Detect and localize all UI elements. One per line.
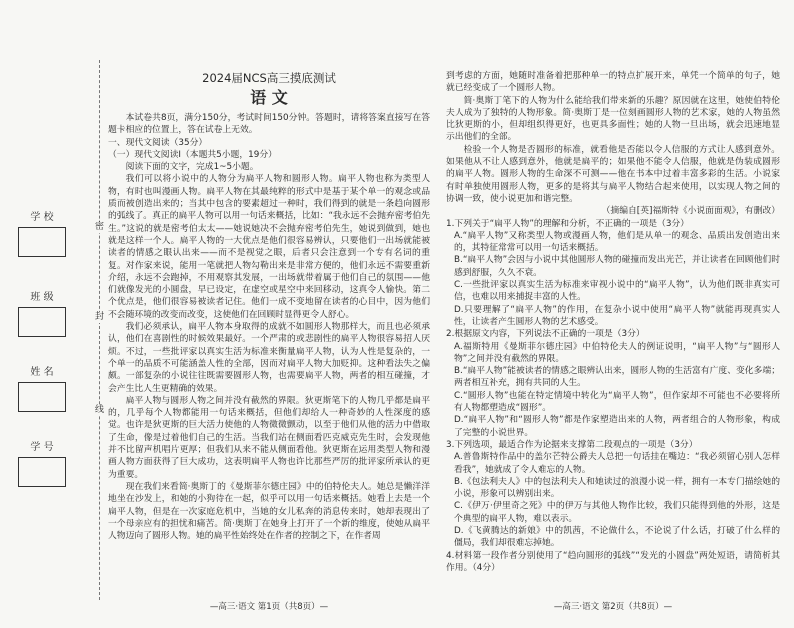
- student-id-label: 学 号: [30, 442, 54, 453]
- seal-char-feng: 封: [94, 312, 104, 322]
- school-box: [18, 227, 66, 257]
- passage-paragraph: 扁平人物与圆形人物之间并没有截然的界限。狄更斯笔下的人物几乎都是扁平的，几乎每个人物都能用一句话来概括，但他们却给人一种奇妙的人性深度的感觉。也许是狄更斯的巨大活力使他的人物微微颤动，以至于他们从他的活力中借取了生命，像是过着他们自己的生活。当我们站在侧面看匹克威克先生时，会发现他并不比留声机唱片更厚；但我们从来不能从侧面看他。狄更斯在运用类型人物和漫画人物方面获得了巨大成功，这表明扁平人物也许比那些严厉的批评家所承认的更为重要。: [108, 395, 430, 480]
- option-b: B.“扁平人物”能被读者的情感之眼辨认出来，圆形人物的生活富有广度、变化多端；两者相互补充，拥有共同的人生。: [454, 366, 780, 389]
- option-c: C.“圆形人物”也能在特定情境中转化为“扁平人物”，但作家却不可能也不必要将所有人物都塑造成“圆形”。: [454, 390, 780, 414]
- seal-char-mi: 密: [94, 222, 104, 232]
- question-stem: 2.根据原文内容，下列说法不正确的一项是（3分）: [446, 329, 645, 340]
- question-3: [446, 439, 780, 550]
- class-box: [18, 307, 66, 337]
- passage-source: （摘编自[英]福斯特《小说面面观》，有删改）: [601, 206, 780, 217]
- reading-prompt: 阅读下面的文字，完成1~5小题。: [125, 162, 259, 173]
- school-label: 学 校: [30, 212, 54, 223]
- seal-line: [99, 60, 100, 600]
- section-heading: 一、现代文阅读（35分）: [108, 137, 208, 148]
- subject-title: 语 文: [250, 88, 288, 107]
- passage-paragraph: 简·奥斯丁笔下的人物为什么能给我们带来新的乐趣？原因就在这里，她使伯特伦夫人成为了独特的人物形象。简·奥斯丁是一位刻画圆形人物的艺术家，她的人物虽然比狄更斯的小，但却组织得更好，也更具多面性；她的人物一旦出场，就会迅速地显示出他们的全部。: [446, 95, 780, 143]
- instructions: 本试卷共8页，满分150分，考试时间150分钟。答题时，请将答案直接写在答题卡相应的位置上，答在试卷上无效。: [108, 113, 430, 136]
- name-label: 姓 名: [30, 367, 54, 378]
- option-a: A.福斯特用《曼斯菲尔德庄园》中伯特伦夫人的例证说明，“扁平人物”与“圆形人物”之间并没有截然的界限。: [454, 341, 780, 364]
- question-stem: 3.下列选项，最适合作为论据来支撑第二段观点的一项是（3分）: [446, 439, 698, 450]
- option-c: C.《伊万·伊里奇之死》中的伊万与其他人物作比较，我们只能得到他的外形，这是个典型的扁平人物，难以表示。: [454, 501, 780, 524]
- page-footer-left: —高三·语文 第1页（共8页）—: [209, 602, 329, 612]
- question-stem: 1.下列关于“扁平人物”的理解和分析，不正确的一项是（3分）: [446, 218, 690, 229]
- option-b: B.《包法利夫人》中的包法利夫人和她读过的浪漫小说一样，拥有一本专门描绘她的小说，形象可以辨别出来。: [454, 476, 780, 500]
- option-d: D.只要理解了“扁平人物”的作用，在复杂小说中使用“扁平人物”就能再现真实人性，让读者产生圆形人物的艺术感受。: [454, 304, 780, 327]
- question-1: [446, 218, 780, 329]
- seal-char-xian: 线: [94, 405, 104, 415]
- option-d: D.“扁平人物”和“圆形人物”都是作家塑造出来的人物，两者组合的人物形象，构成了完整的小说世界。: [454, 415, 780, 438]
- subsection-heading: （一）现代文阅读Ⅰ（本题共5小题，19分）: [108, 149, 277, 160]
- name-box: [18, 382, 66, 412]
- passage-paragraph: 检验一个人物是否圆形的标准，就看他是否能以令人信服的方式让人感到意外。如果他从不让人感到意外，他就是扁平的；如果他不能令人信服，他就是伪装成圆形的扁平人物。圆形人物的生命深不可测——他在书本中过着丰富多彩的生活。小说家有时单独使用圆形人物，更多的是将其与扁平人物结合起来使用，以实现人物之间的协调一致，使小说更加和谐完整。: [446, 144, 780, 204]
- option-c: C.一些批评家以真实生活为标准来审视小说中的“扁平人物”，认为他们既非真实可信，也难以用来捕捉丰富的人性。: [454, 280, 780, 303]
- passage-paragraph: 我们必须承认，扁平人物本身取得的成就不如圆形人物那样大，而且也必须承认，他们在喜剧性的时候效果最好。一个严肃的或悲剧性的扁平人物很容易招人厌烦。不过，一些批评家以真实生活为标准来衡量扁平人物，认为人性是复杂的，一个单一的品质不可能涵盖人性的全部，因而对扁平人物大加贬抑。这种看法失之偏颇。一部复杂的小说往往既需要圆形人物，也需要扁平人物，两者的相互碰撞，才会产生比人生更精确的效果。: [108, 322, 430, 394]
- option-b: B.“扁平人物”会因与小说中其他圆形人物的碰撞而发出光芒，并让读者在回顾他们时感到舒服，久久不衰。: [454, 255, 780, 278]
- option-d: D.《飞黄腾达的新娘》中的凯茜，不论做什么，不论说了什么话，打破了什么样的僵局，我们却很难忘掉她。: [454, 525, 780, 549]
- passage-paragraph: 到考虑的方面，她随时准备着把那种单一的特点扩展开来，单凭一个简单的句子，她就已经变成了一个圆形人物。: [446, 71, 780, 94]
- question-stem: 4.材料第一段作者分别使用了“趋向圆形的弧线”“发光的小圆盘”两处短语，请简析其作用。（4分）: [446, 550, 780, 573]
- exam-title: 2024届NCS高三摸底测试: [202, 71, 336, 85]
- right-column: [446, 70, 780, 596]
- passage-paragraph: 现在我们来看简·奥斯丁的《曼斯菲尔德庄园》中的伯特伦夫人。她总是懒洋洋地坐在沙发上，和她的小狗待在一起，似乎可以用一句话来概括。她看上去是一个扁平人物，但是在一次家庭危机中，当她的女儿私奔的消息传来时，她却表现出了一个母亲应有的担忧和痛苦。简·奥斯丁在她身上打开了一个新的维度，使她从扁平人物迈向了圆形人物。她的扁平性始终处在作者的控制之下，在作者周: [108, 481, 430, 542]
- left-column: [108, 70, 430, 596]
- class-label: 班 级: [30, 292, 54, 303]
- option-a: A.“扁平人物”又称类型人物或漫画人物，他们是从单一的观念、品质出发创造出来的，其特征常常可以用一句话来概括。: [454, 230, 780, 254]
- question-2: [446, 328, 780, 439]
- option-a: A.普鲁斯特作品中的盖尔芒特公爵夫人总把一句话挂在嘴边：“我必须留心别人怎样看我”，她就成了令人难忘的人物。: [454, 452, 780, 475]
- page-footer-right: —高三·语文 第2页（共8页）—: [553, 602, 673, 612]
- student-id-box: [18, 457, 66, 487]
- passage-paragraph: 我们可以将小说中的人物分为扁平人物和圆形人物。扁平人物也称为类型人物，有时也叫漫画人物。扁平人物在其最纯粹的形式中是基于某个单一的观念或品质而被创造出来的；当其中包含的要素超过一种时，我们得到的就是一条趋向圆形的弧线了。真正的扁平人物可以用一句话来概括，比如：“我永远不会抛弃密考伯先生。”这说的就是密考伯太太——她说她决不会抛弃密考伯先生，她说到做到，她也就是这样一个人。扁平人物的一大优点是他们很容易辨认，只要他们一出场就能被读者的情感之眼认出来——而不是视觉之眼，后者只会注意到一个专有名词的重复。对作家来说，能用一笔就把人物勾勒出来是非常方便的，他们永远不需要重新介绍，永远不会跑掉，不用观察其发展，一出场就带着属于他们自己的氛围——他们就像发光的小圆盘，早已设定，在虚空或星空中来回移动，这真令人愉快。第二个优点是，他们很容易被读者记住。他们一成不变地留在读者的心目中，因为他们不会随环境的改变而改变，这使他们在回顾时显得更令人舒心。: [108, 174, 430, 320]
- question-4: [446, 550, 780, 575]
